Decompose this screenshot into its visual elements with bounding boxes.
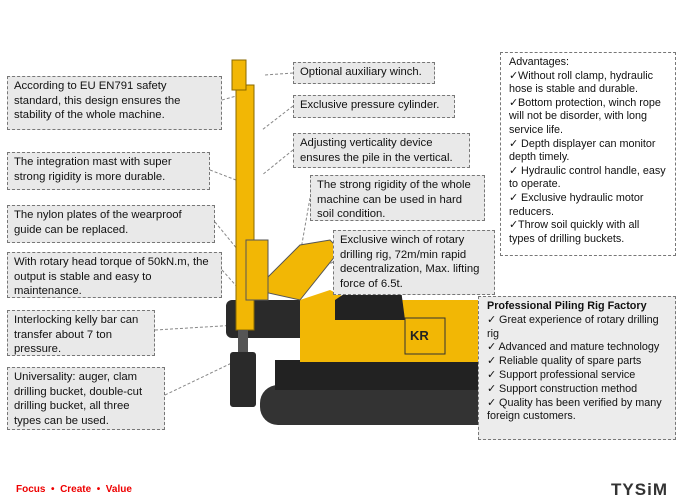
advantages-box — [500, 52, 676, 256]
factory-item: ✓ Great experience of rotary drilling rig — [487, 313, 659, 340]
callout-pressure-cylinder: Exclusive pressure cylinder. — [293, 95, 455, 118]
advantage-item: ✓Without roll clamp, hydraulic hose is stable and durable. — [509, 69, 654, 96]
callout-safety-standard: According to EU EN791 safety standard, this design ensures the stability of the whole machine. — [7, 76, 222, 130]
advantage-item: ✓Throw soil quickly with all types of drilling buckets. — [509, 219, 640, 245]
callout-rigidity: The strong rigidity of the whole machine can be used in hard soil condition. — [310, 175, 485, 221]
callout-aux-winch: Optional auxiliary winch. — [293, 62, 435, 84]
factory-item: ✓ Support professional service — [487, 368, 636, 381]
factory-item: ✓ Reliable quality of spare parts — [487, 355, 642, 368]
callout-mast: The integration mast with super strong rigidity is more durable. — [7, 152, 210, 190]
callout-verticality: Adjusting verticality device ensures the pile in the vertical. — [293, 133, 470, 168]
callout-rotary-head: With rotary head torque of 50kN.m, the output is stable and easy to maintenance. — [7, 252, 222, 298]
advantage-item: ✓ Exclusive hydraulic motor reducers. — [509, 191, 644, 218]
callout-nylon-plates: The nylon plates of the wearproof guide can be replaced. — [7, 205, 215, 243]
advantage-item: ✓Bottom protection, winch rope will not be disorder, with long service life. — [509, 96, 661, 136]
advantage-item: ✓ Hydraulic control handle, easy to operate. — [509, 164, 666, 191]
advantages-title: Advantages: — [509, 56, 570, 68]
factory-item: ✓ Advanced and mature technology — [487, 341, 660, 354]
machine-label: KR — [410, 328, 429, 343]
factory-box — [478, 296, 676, 440]
callout-universality: Universality: auger, clam drilling bucket, double-cut drilling bucket, all three types can be used. — [7, 367, 165, 430]
factory-item: ✓ Support construction method — [487, 382, 638, 395]
advantage-item: ✓ Depth displayer can monitor depth timely. — [509, 137, 656, 164]
footer-slogan: Focus • Create • Value — [16, 484, 132, 495]
brand-logo: TYSiM — [611, 480, 668, 499]
factory-title: Professional Piling Rig Factory — [487, 300, 647, 312]
factory-item: ✓ Quality has been verified by many foreign customers. — [487, 396, 662, 423]
callout-kelly-bar: Interlocking kelly bar can transfer about 7 ton pressure. — [7, 310, 155, 356]
callout-winch: Exclusive winch of rotary drilling rig, 72m/min rapid decentralization, Max. lifting force of 6.5t. — [333, 230, 495, 295]
